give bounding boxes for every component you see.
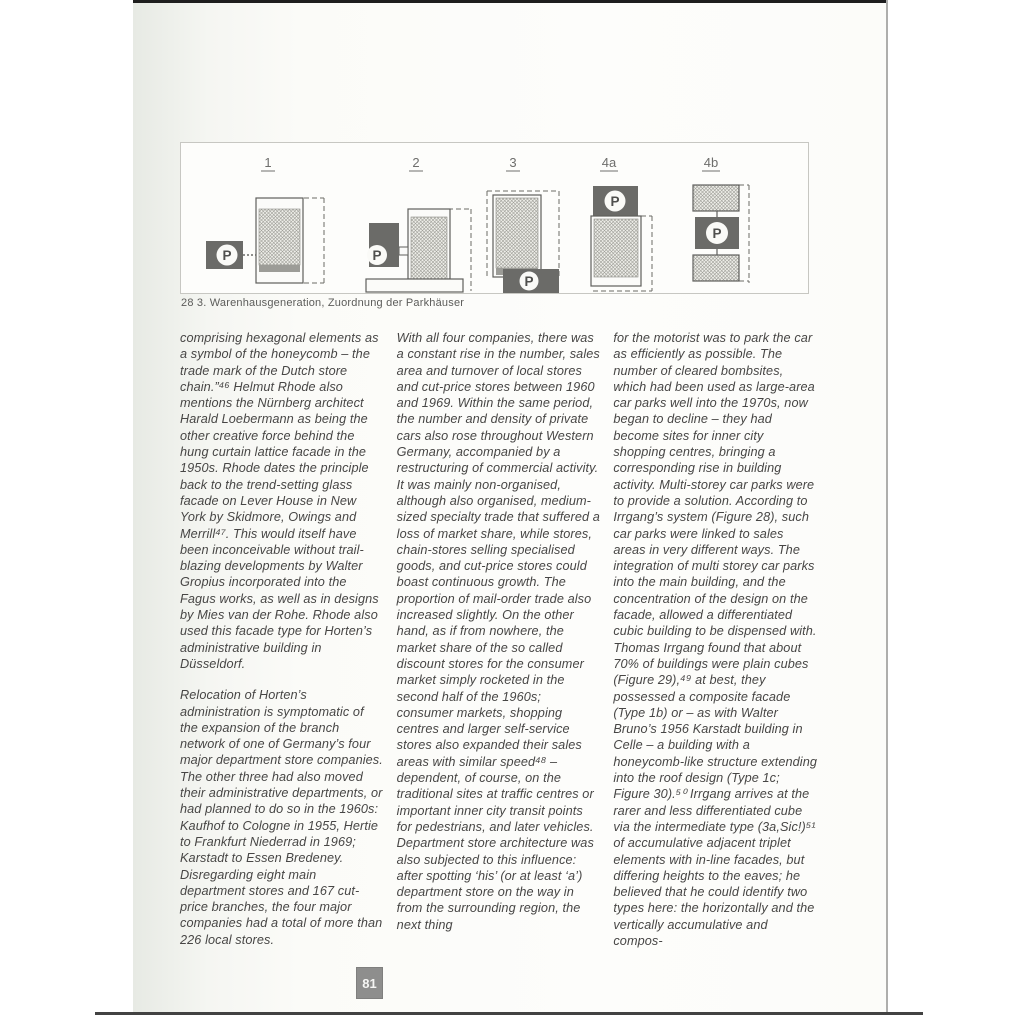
diagram-4b-label: 4b [703,155,719,170]
text-column-3 [613,330,817,949]
shared-base-bar [366,279,463,292]
page-right-edge [886,0,888,1014]
parking-p-icon: P [524,274,534,289]
diagram-2-label: 2 [412,155,420,170]
paragraph: With all four companies, there was a constant rise in the number, sales area and turnover of local stores and cut-price stores between 1960 and 1969. Within the same period, the number and density of private cars also rose throughout Western Germany, accompanied by a restructuring of commercial activity. It was mainly non-organised, although also organised, medium-sized specialty trade that suffered a loss of market share, while stores, chain-stores selling specialised goods, and cut-price stores could boast continuous growth. The proportion of mail-order trade also increased slightly. On the other hand, as if from nowhere, the market share of the so called discount stores for the consumer market simply rocketed in the second half of the 1960s; consumer markets, shopping centres and larger self-service stores also expanded their sales areas with similar speed⁴⁸ – dependent, of course, on the traditional sites at traffic centres or important inner city transit points for pedestrians, and later vehicles. [396,331,600,834]
parking-p-icon: P [712,226,722,241]
text-column-1 [180,330,384,949]
diagram-4a-label: 4a [601,155,617,170]
diagram-4b [693,155,749,283]
store-lower-floor-icon [693,255,739,281]
paragraph: for the motorist was to park the car as efficiently as possible. The number of cleared bombsites, which had been used as large-area car parks well into the 1970s, now began to decline – they had become sites for inner city shopping centres, bringing a corresponding rise in building activity. Multi-storey car parks were to provide a solution. According to Irrgang’s system (Figure 28), such car parks were linked to sales areas in very different ways. The integration of multi storey car parks into the main building, and the concentration of the design on the facade, allowed a differentiated cubic building to be dispensed with. Thomas Irrgang found that about 70% of buildings were plain cubes (Figure 29),⁴⁹ at best, they possessed a composite facade (Type 1b) or – as with Walter Bruno’s 1956 Karstadt building in Celle – a building with a honeycomb-like structure extending into the roof design (Type 1c; Figure 30).⁵⁰ Irrgang arrives at the rarer and less differentiated cube via the intermediate type (3a,Sic!)⁵¹ of accumulative adjacent triplet elements with in-line facades, but differing heights to the eaves; he believed that he could identify two types here: the horizontally and the vertically accumulative and compos- [613,331,818,948]
store-upper-floor-icon [693,185,739,211]
diagram-4a [591,155,652,291]
parking-p-icon: P [610,194,620,209]
paragraph: Relocation of Horten’s administration is symptomatic of the expansion of the branch network of one of Germany’s four major department store companies. The other three had also moved their administrative departments, or had planned to do so in the 1960s: Kaufhof to Cologne in 1955, Hertie to Frankfurt Niederrad in 1969; Karstadt to Essen Bredeney. Disregarding eight main department stores and 167 cut-price branches, the four major companies had a total of more than 226 local stores. [180,688,383,947]
body-text [180,330,817,949]
figure-28-parking-diagrams [180,142,809,294]
parking-diagram-figure [181,143,808,293]
text-column-2 [397,330,601,949]
page-number-badge: 81 [356,967,383,999]
diagram-2 [366,155,471,292]
diagram-1-label: 1 [264,155,272,170]
paragraph: comprising hexagonal elements as a symbol of the honeycomb – the trade mark of the Dutch store chain.”⁴⁶ Helmut Rhode also mentions the Nürnberg architect Harald Loebermann as being the other creative force behind the hung curtain lattice facade in the 1950s. Rhode dates the principle back to the trend-setting glass facade on Lever House in New York by Skidmore, Owings and Merrill⁴⁷. This would itself have been inconceivable without trail-blazing developments by Walter Gropius incorporated into the Fagus works, as well as in designs by Mies van der Rohe. Rhode also used this facade type for Horten’s administrative building in Düsseldorf. [180,331,379,671]
page-top-edge [133,0,887,3]
parking-p-icon: P [372,248,382,263]
paragraph: Department store architecture was also subjected to this influence: after spotting ‘his’ (or at least ‘a’) department store on the way in from the surrounding region, the next thing [396,836,594,932]
diagram-1 [206,155,324,283]
parking-p-icon: P [222,248,232,263]
book-bottom-edge [95,1012,923,1015]
site-boundary-dashed [739,185,749,283]
parking-connector [399,247,408,255]
diagram-3-label: 3 [509,155,517,170]
diagram-3 [487,155,559,293]
figure-caption: 28 3. Warenhausgeneration, Zuordnung der Parkhäuser [181,297,465,309]
